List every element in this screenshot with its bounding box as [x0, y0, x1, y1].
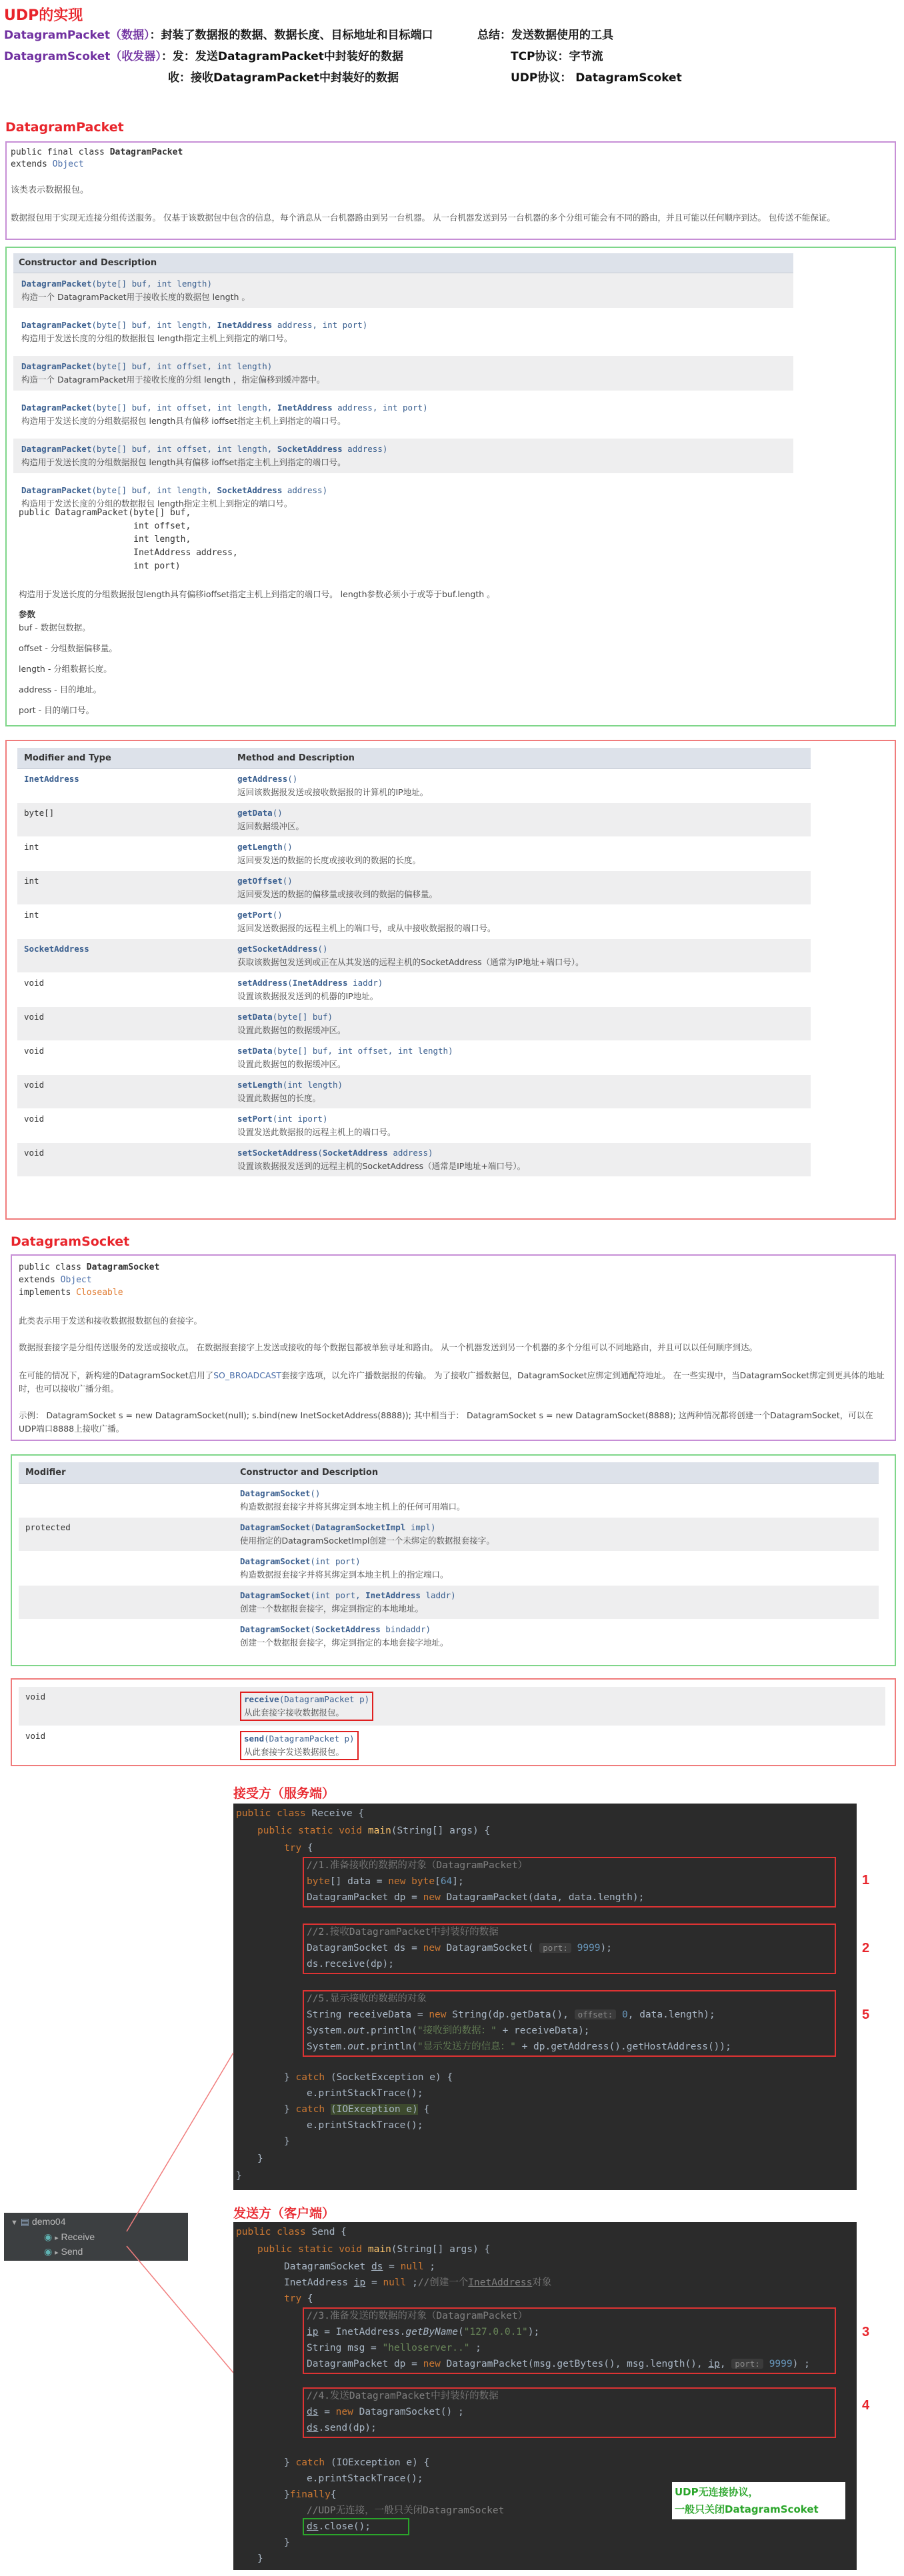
step-3-highlight	[303, 2307, 836, 2374]
code-line: e.printStackTrace();	[307, 2120, 423, 2131]
packet-description: ：封装了数据报的数据、数据长度、目标地址和目标端口	[149, 29, 433, 42]
return-type: void	[25, 1731, 46, 1741]
code-line: } catch (IOException e) {	[284, 2104, 430, 2115]
socket-send-desc: ：发：发送DatagramPacket中封装好的数据	[161, 50, 403, 63]
step-number: 1	[862, 1873, 870, 1888]
class-icon: ◉	[44, 2231, 53, 2242]
tree-item-label: Receive	[61, 2231, 95, 2242]
socket-desc-2: 数据报套接字是分组传送服务的发送或接收点。 在数据报套接字上发送或接收的每个数据包都被单独寻址和路由。 从一个机器发送到另一个机器的多个分组可以不同地路由，并且可以以任何顺序到达。	[19, 1342, 757, 1352]
code-line: InetAddress ip = null ;//创建一个InetAddress对象	[284, 2277, 552, 2288]
method-signature-link[interactable]: setData(byte[] buf, int offset, int length)	[237, 1046, 453, 1056]
methods-col-method: Method and Description	[231, 748, 811, 769]
code-line: //2.接收DatagramPacket中封装好的数据	[307, 1927, 499, 1937]
code-line: }	[284, 2537, 290, 2548]
return-type: byte[]	[24, 808, 55, 818]
page-title: UDP的实现	[4, 7, 83, 24]
udp-text: UDP协议： DatagramScoket	[511, 71, 682, 85]
connector-line	[127, 2053, 233, 2231]
method-signature-link[interactable]: getOffset()	[237, 876, 293, 886]
ctor-signature-link[interactable]: DatagramPacket(byte[] buf, int offset, int length)	[21, 361, 273, 371]
chevron-right-icon: ▸	[55, 2249, 59, 2257]
package-icon: ▤	[20, 2216, 30, 2227]
packet-desc-2: 数据报包用于实现无连接分组传送服务。 仅基于该数据包中包含的信息，每个消息从一台机器路由到另一台机器。 从一台机器发送到另一台机器的多个分组可能会有不同的路由，并且可能以任何顺序到达。 包传送不能保证。	[11, 213, 835, 223]
param-item: offset - 分组数据偏移量。	[19, 643, 117, 653]
code-line: DatagramSocket ds = new DatagramSocket( port: 9999);	[307, 1943, 612, 1953]
return-type: void	[24, 978, 45, 988]
method-signature-link[interactable]: getData()	[237, 808, 283, 818]
socket-ctor-col-modifier: Modifier	[19, 1462, 233, 1484]
param-item: length - 分组数据长度。	[19, 664, 112, 674]
code-line: String msg = "helloserver.." ;	[307, 2343, 481, 2353]
code-line: System.out.println("接收到的数据：" + receiveData);	[307, 2025, 590, 2036]
return-type: int	[24, 842, 39, 852]
ctor-signature-link[interactable]: DatagramSocket(SocketAddress bindaddr)	[240, 1624, 431, 1634]
ctor-description: 构造一个 DatagramPacket用于接收长度的分组 length ，指定偏移到缓冲器中。	[21, 375, 325, 385]
ctor-signature-link[interactable]: DatagramPacket(byte[] buf, int offset, int length, SocketAddress address)	[21, 444, 388, 454]
method-description: 返回该数据报发送或接收数据报的计算机的IP地址。	[237, 787, 429, 797]
params-label: 参数	[19, 609, 36, 619]
code-line: //4.发送DatagramPacket中封装好的数据	[307, 2391, 499, 2401]
return-type: void	[25, 1692, 46, 1702]
method-description: 设置此数据包的数据缓冲区。	[237, 1025, 346, 1035]
tcp-text: TCP协议：字节流	[511, 50, 603, 63]
param-item: buf - 数据包数据。	[19, 623, 91, 633]
code-line: System.out.println("显示发送方的信息：" + dp.getAddress().getHostAddress());	[307, 2041, 731, 2052]
code-line: ds = new DatagramSocket() ;	[307, 2407, 464, 2417]
step-4-highlight	[303, 2387, 836, 2438]
packet-label: DatagramPacket（数据）	[4, 29, 150, 42]
method-signature-link[interactable]: setLength(int length)	[237, 1080, 343, 1090]
ctor-signature-link[interactable]: DatagramPacket(byte[] buf, int offset, int length, InetAddress address, int port)	[21, 403, 428, 413]
socket-label: DatagramScoket（收发器）	[4, 50, 161, 63]
method-description: 设置此数据包的长度。	[237, 1093, 321, 1103]
ctor-detail-desc: 构造用于发送长度的分组数据报包length具有偏移ioffset指定主机上到指定的端口号。 length参数必须小于或等于buf.length 。	[19, 589, 495, 599]
code-line: DatagramPacket dp = new DatagramPacket(msg.getBytes(), msg.length(), ip, port: 9999) ;	[307, 2359, 810, 2369]
socket-receive-desc: 收：接收DatagramPacket中封装好的数据	[168, 71, 399, 85]
ctor-description: 构造数据报套接字并将其绑定到本地主机上的指定端口。	[240, 1570, 449, 1580]
step-number: 4	[862, 2398, 870, 2413]
packet-declaration: public final class DatagramPacket extends Object	[11, 147, 183, 169]
param-item: port - 目的端口号。	[19, 705, 95, 715]
method-description: 设置该数据报发送到的远程主机的SocketAddress（通常是IP地址+端口号）。	[237, 1161, 526, 1171]
code-line: byte[] data = new byte[64];	[307, 1876, 464, 1887]
step-number: 2	[862, 1941, 870, 1955]
code-line: } catch (SocketException e) {	[284, 2072, 453, 2083]
ctor-signature-link[interactable]: DatagramPacket(byte[] buf, int length, InetAddress address, int port)	[21, 320, 368, 330]
method-description: 获取该数据包发送到或正在从其发送的远程主机的SocketAddress（通常为IP地址+端口号）。	[237, 957, 584, 967]
ctor-signature-link[interactable]: DatagramSocket()	[240, 1488, 321, 1498]
method-description: 返回要发送的数据的偏移量或接收到的数据的偏移量。	[237, 889, 438, 899]
method-description: 返回发送数据报的远程主机上的端口号，或从中接收数据报的端口号。	[237, 923, 496, 933]
ctor-description: 构造用于发送长度的分组的数据报包 length指定主机上到指定的端口号。	[21, 333, 293, 343]
ctor-table-header: Constructor and Description	[13, 253, 793, 273]
code-line: DatagramSocket ds = null ;	[284, 2261, 436, 2272]
return-type: void	[24, 1148, 45, 1158]
code-line: }	[284, 2136, 290, 2147]
code-line: e.printStackTrace();	[307, 2473, 423, 2484]
code-line: public class Send {	[236, 2227, 347, 2237]
ctor-description: 创建一个数据报套接字，绑定到指定的本地套接字地址。	[240, 1638, 449, 1648]
methods-col-type: Modifier and Type	[17, 748, 231, 769]
ctor-signature-link[interactable]: DatagramSocket(int port)	[240, 1556, 361, 1566]
step-number: 5	[862, 2007, 870, 2022]
method-description: 从此套接字发送数据报包。	[244, 1747, 345, 1757]
method-description: 设置该数据报发送到的机器的IP地址。	[237, 991, 379, 1001]
code-line: try {	[284, 1843, 313, 1854]
ctor-signature-link[interactable]: DatagramPacket(byte[] buf, int length, SocketAddress address)	[21, 485, 328, 495]
code-line: //UDP无连接，一般只关闭DatagramSocket	[307, 2505, 505, 2516]
code-line: DatagramPacket dp = new DatagramPacket(data, data.length);	[307, 1892, 645, 1903]
ctor-description: 构造数据报套接字并将其绑定到本地主机上的任何可用端口。	[240, 1502, 465, 1512]
code-line: ip = InetAddress.getByName("127.0.0.1");	[307, 2327, 540, 2337]
method-signature-link[interactable]: setSocketAddress(SocketAddress address)	[237, 1148, 433, 1158]
code-line: } catch (IOException e) {	[284, 2457, 430, 2468]
socket-desc-4: 示例： DatagramSocket s = new DatagramSocket(null); s.bind(new InetSocketAddress(8888)); 其中相当于： DatagramSocket s = new DatagramSocket(8888); 这两种情况都将创建一个DatagramSocket，可以在UDP端口8888上接收广播。	[19, 1410, 873, 1434]
sender-title: 发送方（客户端）	[233, 2206, 335, 2221]
return-type-link[interactable]: SocketAddress	[24, 944, 89, 954]
return-type: int	[24, 876, 39, 886]
method-signature-link[interactable]: receive(DatagramPacket p)	[244, 1694, 370, 1704]
udp-close-note: UDP无连接协议， 一般只关闭DatagramScoket	[672, 2482, 845, 2519]
method-signature-link[interactable]: setAddress(InetAddress iaddr)	[237, 978, 383, 988]
ctor-signature-link[interactable]: DatagramPacket(byte[] buf, int length)	[21, 279, 212, 289]
return-type-link[interactable]: InetAddress	[24, 774, 79, 784]
code-line: public static void main(String[] args) {	[257, 2244, 491, 2255]
method-signature-link[interactable]: getLength()	[237, 842, 293, 852]
return-type: void	[24, 1046, 45, 1056]
ctor-description: 构造一个 DatagramPacket用于接收长度的数据包 length 。	[21, 292, 250, 302]
method-description: 从此套接字接收数据报包。	[244, 1708, 345, 1718]
step-number: 3	[862, 2325, 870, 2339]
packet-desc-1: 该类表示数据报包。	[11, 185, 89, 195]
packet-heading: DatagramPacket	[5, 120, 124, 135]
ctor-signature-link[interactable]: DatagramSocket(DatagramSocketImpl impl)	[240, 1522, 436, 1532]
return-type: void	[24, 1114, 45, 1124]
code-line: public class Receive {	[236, 1808, 365, 1819]
chevron-down-icon: ▼	[11, 2219, 18, 2227]
code-line: //5.显示接收的数据的对象	[307, 1993, 427, 2004]
close-highlight	[303, 2518, 409, 2535]
ctor-signature-link[interactable]: DatagramSocket(int port, InetAddress laddr)	[240, 1590, 456, 1600]
return-type: void	[24, 1012, 45, 1022]
ctor-description: 构造用于发送长度的分组数据报包 length具有偏移 ioffset指定主机上到指定的端口号。	[21, 416, 346, 426]
code-line: }	[257, 2553, 263, 2564]
method-signature-link[interactable]: getSocketAddress()	[237, 944, 328, 954]
summary-text: 总结：发送数据使用的工具	[477, 29, 613, 42]
socket-heading: DatagramSocket	[11, 1234, 130, 1249]
method-description: 返回数据缓冲区。	[237, 821, 305, 831]
socket-desc-1: 此类表示用于发送和接收数据报数据包的套接字。	[19, 1316, 203, 1326]
code-line: }	[257, 2153, 263, 2164]
receiver-title: 接受方（服务端）	[233, 1786, 335, 1801]
method-description: 设置此数据包的数据缓冲区。	[237, 1059, 346, 1069]
code-line: public static void main(String[] args) {	[257, 1826, 491, 1836]
class-icon: ◉	[44, 2246, 53, 2257]
code-line: ds.receive(dp);	[307, 1959, 394, 1969]
method-signature-link[interactable]: getPort()	[237, 910, 283, 920]
method-description: 返回要发送的数据的长度或接收到的数据的长度。	[237, 855, 421, 865]
code-line: }finally{	[284, 2489, 337, 2500]
code-line: }	[236, 2171, 242, 2181]
ctor-description: 构造用于发送长度的分组的数据报包 length指定主机上到指定的端口号。	[21, 499, 293, 509]
return-type: void	[24, 1080, 45, 1090]
tree-item-label: Send	[61, 2246, 83, 2257]
ctor-description: 构造用于发送长度的分组数据报包 length具有偏移 ioffset指定主机上到指定的端口号。	[21, 457, 346, 467]
socket-declaration: public class DatagramSocket extends Object implements Closeable	[19, 1262, 160, 1298]
socket-ctor-col-ctor: Constructor and Description	[233, 1462, 879, 1484]
code-line: ds.send(dp);	[307, 2423, 377, 2433]
method-signature-link[interactable]: setData(byte[] buf)	[237, 1012, 333, 1022]
method-signature-link[interactable]: setPort(int iport)	[237, 1114, 328, 1124]
ctor-detail-code: public DatagramPacket(byte[] buf, int offset, int length, InetAddress address, int port)	[19, 508, 238, 571]
code-line: e.printStackTrace();	[307, 2088, 423, 2099]
param-item: address - 目的地址。	[19, 684, 102, 694]
code-line: String receiveData = new String(dp.getData(), offset: 0, data.length);	[307, 2009, 715, 2020]
ctor-description: 使用指定的DatagramSocketImpl创建一个未绑定的数据报套接字。	[240, 1536, 495, 1546]
code-line: //3.准备发送的数据的对象（DatagramPacket）	[307, 2311, 528, 2321]
method-description: 设置发送此数据报的远程主机上的端口号。	[237, 1127, 396, 1137]
code-line: try {	[284, 2293, 313, 2304]
code-line: ds.close();	[307, 2521, 371, 2532]
chevron-right-icon: ▸	[55, 2234, 59, 2242]
socket-desc-3: 在可能的情况下，新构建的DatagramSocket启用了SO_BROADCAST套接字选项，以允许广播数据报的传输。 为了接收广播数据包，DatagramSocket应绑定到通配符地址。 在一些实现中，当DatagramSocket绑定到更具体的地址时，也可以接收广播分组。	[19, 1370, 885, 1394]
connector-line	[127, 2246, 233, 2373]
tree-folder-label: demo04	[31, 2216, 66, 2227]
modifier: protected	[25, 1522, 71, 1532]
ctor-description: 创建一个数据报套接字，绑定到指定的本地地址。	[240, 1604, 424, 1614]
code-line: //1.准备接收的数据的对象（DatagramPacket）	[307, 1860, 528, 1871]
method-signature-link[interactable]: send(DatagramPacket p)	[244, 1734, 355, 1744]
method-signature-link[interactable]: getAddress()	[237, 774, 298, 784]
return-type: int	[24, 910, 39, 920]
